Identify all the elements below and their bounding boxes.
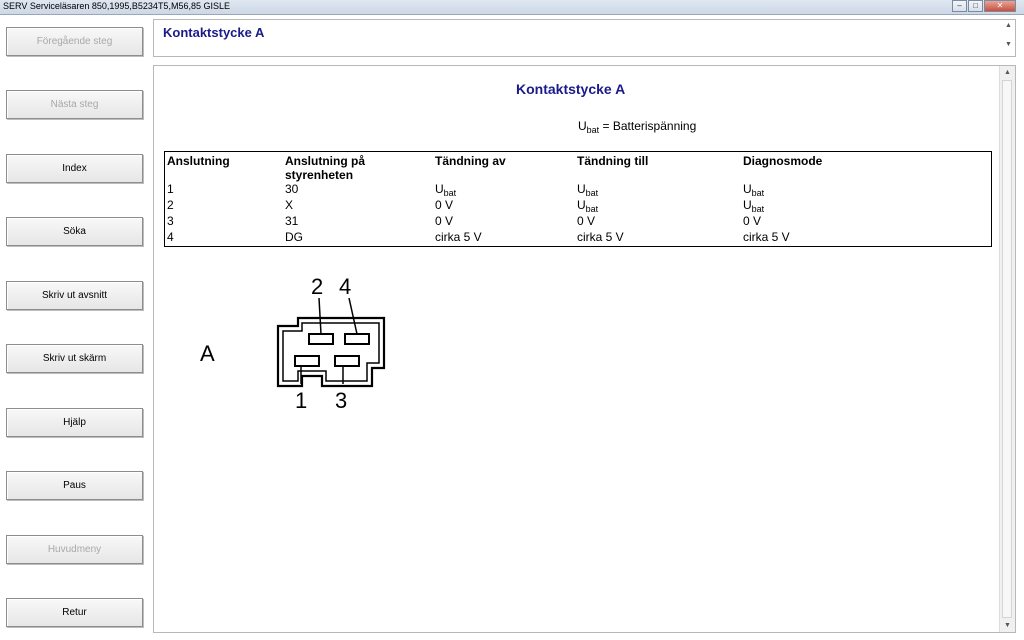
content-pane <box>153 65 1016 633</box>
cell-value: X <box>285 198 294 212</box>
content-scrollbar[interactable] <box>999 66 1015 632</box>
cell-value: U <box>743 198 752 212</box>
cell-ignition-off <box>433 230 575 247</box>
scroll-down-arrow-icon[interactable]: ▼ <box>1004 622 1011 629</box>
cell-value: 4 <box>167 230 174 244</box>
cell-ecu-connection <box>283 182 433 198</box>
cell-connection <box>165 198 284 214</box>
sidebar <box>0 15 152 640</box>
cell-value: U <box>743 182 752 196</box>
connector-diagram <box>194 266 414 426</box>
pin-table <box>164 151 992 247</box>
help-button[interactable]: Hjälp <box>6 408 143 437</box>
close-button[interactable]: ✕ <box>984 0 1016 12</box>
cell-diagnostic-mode <box>741 198 992 214</box>
cell-value: 0 V <box>577 214 596 228</box>
pin-label-2: 2 <box>311 274 324 299</box>
cell-subscript: bat <box>585 188 599 198</box>
cell-value: 31 <box>285 214 299 228</box>
cell-value: cirka 5 V <box>577 230 624 244</box>
pin-4-socket <box>345 334 369 344</box>
header-title: Kontaktstycke A <box>163 25 265 40</box>
cell-value: 2 <box>167 198 174 212</box>
cell-subscript: bat <box>585 204 599 214</box>
cell-connection <box>165 230 284 247</box>
ubat-subscript: bat <box>586 125 600 135</box>
cell-diagnostic-mode <box>741 214 992 230</box>
minimize-button[interactable]: – <box>952 0 967 12</box>
cell-value: cirka 5 V <box>743 230 790 244</box>
ubat-symbol: U <box>578 119 587 133</box>
cell-connection <box>165 182 284 198</box>
print-screen-button[interactable]: Skriv ut skärm <box>6 344 143 373</box>
table-row <box>165 198 992 214</box>
ubat-description: = Batterispänning <box>599 119 697 133</box>
index-button[interactable]: Index <box>6 154 143 183</box>
connector-housing <box>278 318 384 386</box>
cell-value: U <box>577 198 586 212</box>
cell-ignition-on <box>575 182 741 198</box>
col-header-ecu-connection: Anslutning på styrenheten <box>285 154 365 182</box>
pin-label-4: 4 <box>339 274 352 299</box>
cell-value: 0 V <box>435 198 454 212</box>
table-row <box>165 230 992 247</box>
cell-subscript: bat <box>443 188 457 198</box>
cell-diagnostic-mode <box>741 182 992 198</box>
cell-value: U <box>577 182 586 196</box>
search-button[interactable]: Söka <box>6 217 143 246</box>
ubat-legend <box>578 119 696 135</box>
previous-step-button[interactable]: Föregående steg <box>6 27 143 56</box>
pin-label-1: 1 <box>295 388 308 413</box>
cell-ignition-on <box>575 214 741 230</box>
cell-value: 30 <box>285 182 299 196</box>
print-section-button[interactable]: Skriv ut avsnitt <box>6 281 143 310</box>
cell-diagnostic-mode <box>741 230 992 247</box>
col-header-connection: Anslutning <box>167 154 230 168</box>
cell-ecu-connection <box>283 214 433 230</box>
cell-value: 0 V <box>743 214 762 228</box>
cell-ignition-off <box>433 198 575 214</box>
cell-ecu-connection <box>283 230 433 247</box>
cell-value: cirka 5 V <box>435 230 482 244</box>
cell-ignition-on <box>575 198 741 214</box>
cell-ignition-off <box>433 214 575 230</box>
cell-ecu-connection <box>283 198 433 214</box>
pin-3-socket <box>335 356 359 366</box>
table-row <box>165 182 992 198</box>
cell-value: 1 <box>167 182 174 196</box>
maximize-button[interactable]: □ <box>968 0 983 12</box>
pin-1-socket <box>295 356 319 366</box>
cell-ignition-off <box>433 182 575 198</box>
cell-value: 0 V <box>435 214 454 228</box>
next-step-button[interactable]: Nästa steg <box>6 90 143 119</box>
pause-button[interactable]: Paus <box>6 471 143 500</box>
cell-value: DG <box>285 230 303 244</box>
connector-label: A <box>200 341 215 366</box>
cell-connection <box>165 214 284 230</box>
title-bar <box>0 0 1024 15</box>
main-menu-button[interactable]: Huvudmeny <box>6 535 143 564</box>
col-header-ignition-off: Tändning av <box>435 154 506 168</box>
pin-label-3: 3 <box>335 388 348 413</box>
cell-subscript: bat <box>751 204 765 214</box>
cell-ignition-on <box>575 230 741 247</box>
col-header-ignition-on: Tändning till <box>577 154 649 168</box>
table-row <box>165 214 992 230</box>
header-pane <box>153 19 1016 57</box>
cell-value: U <box>435 182 444 196</box>
scroll-up-arrow-icon[interactable]: ▲ <box>1004 69 1011 76</box>
col-header-diagnostic-mode: Diagnosmode <box>743 154 823 168</box>
pin-2-socket <box>309 334 333 344</box>
window-title: SERV Serviceläsaren 850,1995,B5234T5,M56,85 GISLE <box>3 1 230 11</box>
cell-value: 3 <box>167 214 174 228</box>
cell-subscript: bat <box>751 188 765 198</box>
scrollbar-thumb[interactable] <box>1002 80 1012 618</box>
table-body <box>165 182 992 247</box>
scroll-up-arrow-icon[interactable]: ▲ <box>1005 22 1012 29</box>
header-scrollbar[interactable] <box>1003 21 1014 55</box>
scroll-down-arrow-icon[interactable]: ▼ <box>1005 41 1012 48</box>
content-title: Kontaktstycke A <box>516 81 626 97</box>
table-header-row <box>165 152 992 183</box>
return-button[interactable]: Retur <box>6 598 143 627</box>
